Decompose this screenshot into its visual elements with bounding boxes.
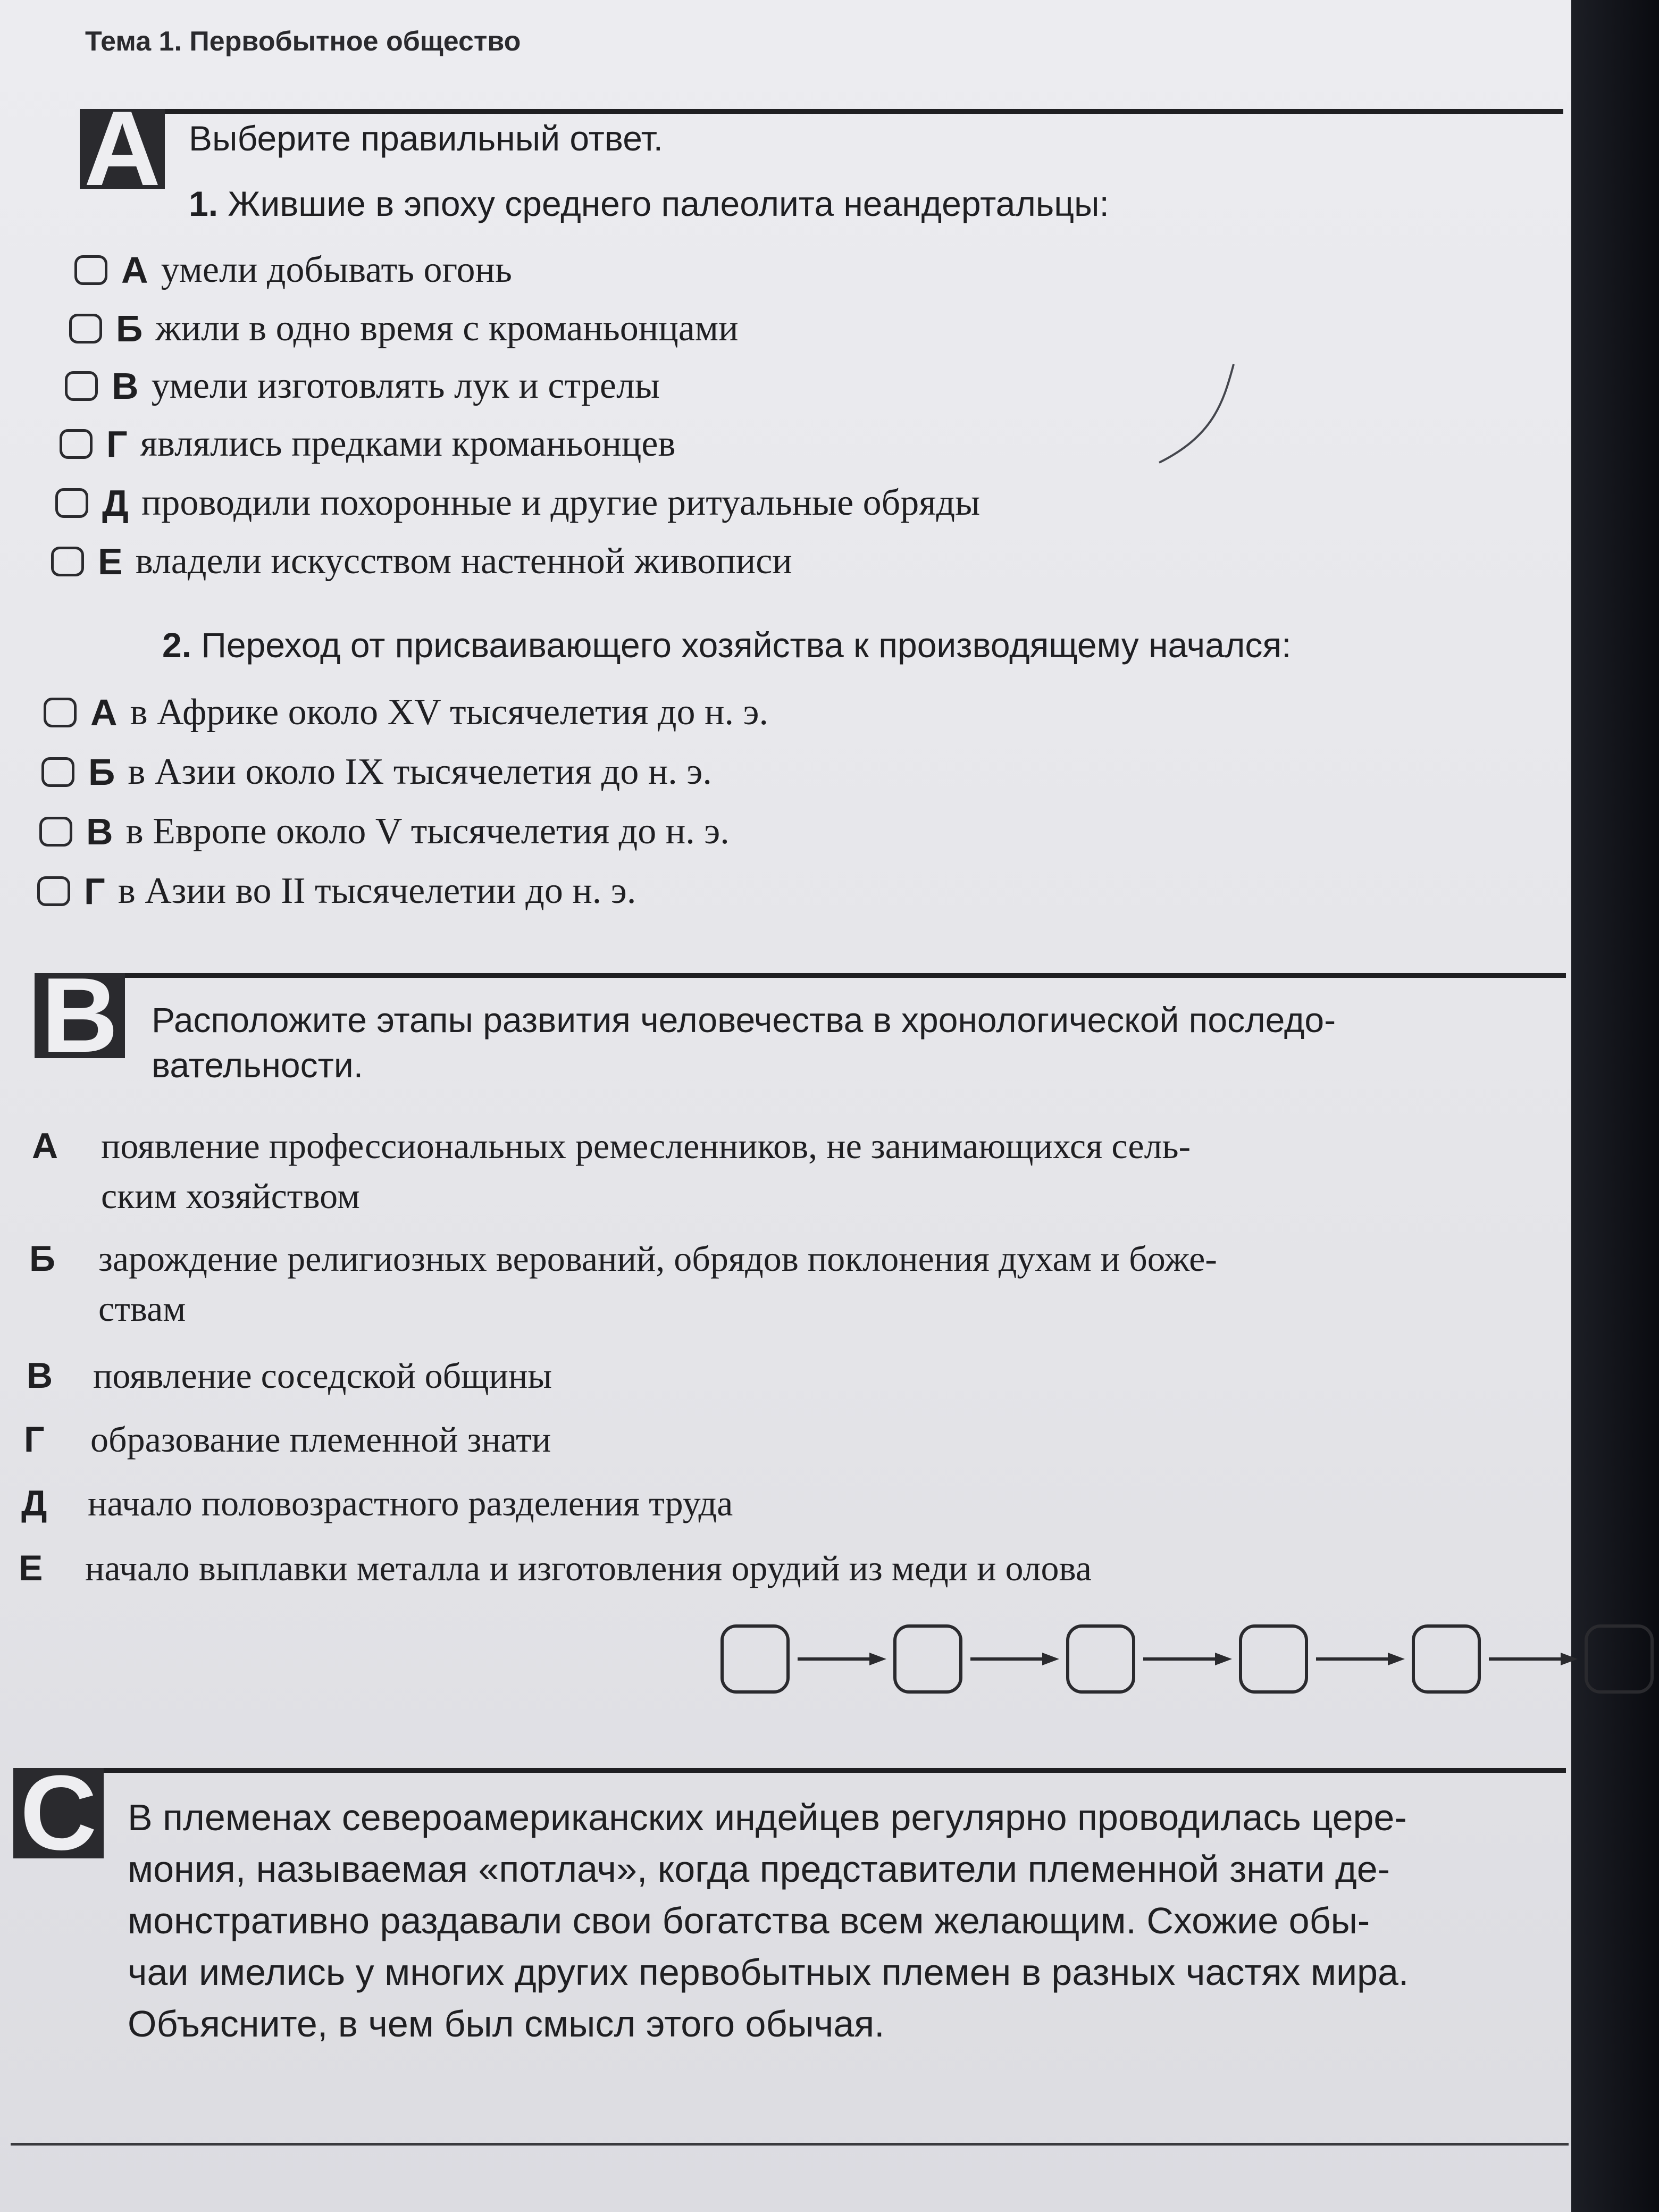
option-text: в Африке около XV тысячелетия до н. э. bbox=[130, 692, 768, 733]
option-text: являлись предками кроманьонцев bbox=[140, 423, 676, 464]
answer-sequence bbox=[720, 1624, 1654, 1694]
sequence-slot-1[interactable] bbox=[720, 1624, 790, 1694]
stage-letter: В bbox=[27, 1355, 53, 1396]
question-number: 1. bbox=[189, 184, 219, 223]
stage-letter: Г bbox=[24, 1419, 45, 1460]
q1-option-a[interactable] bbox=[74, 249, 512, 291]
stage-c bbox=[27, 1351, 1558, 1401]
option-letter: А bbox=[90, 692, 118, 733]
arrow-right-icon bbox=[1481, 1648, 1585, 1670]
arrow-right-icon bbox=[790, 1648, 893, 1670]
option-letter: Е bbox=[98, 541, 123, 582]
stage-text-line-2: ским хозяйством bbox=[101, 1176, 360, 1216]
stage-letter: Б bbox=[29, 1238, 55, 1279]
section-c-letter: C bbox=[13, 1768, 104, 1858]
q1-option-e[interactable] bbox=[55, 482, 980, 524]
stage-text-line-1: появление профессиональных ремесленников, не занимающихся сель- bbox=[101, 1126, 1191, 1166]
topic-heading: Тема 1. Первобытное общество bbox=[85, 26, 521, 57]
question-number: 2. bbox=[162, 625, 192, 665]
stage-e bbox=[21, 1478, 1553, 1528]
background-surface bbox=[1571, 0, 1659, 2212]
answer-checkbox[interactable] bbox=[37, 876, 70, 906]
answer-checkbox[interactable] bbox=[74, 255, 107, 285]
answer-checkbox[interactable] bbox=[44, 698, 77, 727]
stage-text-line-1: начало выплавки металла и изготовления орудий из меди и олова bbox=[85, 1548, 1092, 1588]
option-text: владели искусством настенной живописи bbox=[135, 541, 792, 582]
section-a-rule bbox=[80, 109, 1563, 114]
answer-checkbox[interactable] bbox=[39, 817, 72, 847]
question-1-title bbox=[189, 183, 1109, 224]
section-b-instruction-line-1: Расположите этапы развития человечества в хронологической последо- bbox=[152, 1000, 1336, 1040]
stage-d bbox=[24, 1414, 1555, 1464]
section-c-line: В племенах североамериканских индейцев регулярно проводилась цере- bbox=[128, 1797, 1407, 1838]
question-text: Жившие в эпоху среднего палеолита неандертальцы: bbox=[228, 184, 1109, 223]
option-text: умели изготовлять лук и стрелы bbox=[151, 365, 660, 406]
q1-option-f[interactable] bbox=[51, 540, 792, 583]
stage-a bbox=[32, 1121, 1563, 1221]
answer-checkbox[interactable] bbox=[60, 429, 93, 459]
section-b-instruction-line-2: вательности. bbox=[152, 1045, 364, 1085]
section-c-line: монстративно раздавали свои богатства всем желающим. Схожие обы- bbox=[128, 1900, 1370, 1941]
section-b-letter: B bbox=[35, 973, 125, 1058]
section-b-rule bbox=[35, 973, 1566, 978]
option-letter: Г bbox=[84, 870, 105, 912]
stage-text-line-1: начало половозрастного разделения труда bbox=[88, 1483, 733, 1523]
q1-option-c[interactable] bbox=[65, 365, 660, 407]
stage-text-line-1: образование племенной знати bbox=[90, 1419, 551, 1460]
pen-mark bbox=[1154, 362, 1239, 468]
answer-checkbox[interactable] bbox=[55, 488, 88, 518]
answer-checkbox[interactable] bbox=[69, 314, 102, 343]
answer-checkbox[interactable] bbox=[51, 547, 84, 576]
section-a-letter: A bbox=[80, 109, 165, 189]
option-text: проводили похоронные и другие ритуальные обряды bbox=[141, 482, 981, 523]
option-letter: А bbox=[121, 249, 148, 291]
option-text: в Азии около IX тысячелетия до н. э. bbox=[128, 751, 712, 792]
answer-line bbox=[11, 2143, 1569, 2146]
option-letter: Г bbox=[106, 423, 128, 465]
section-a-instruction: Выберите правильный ответ. bbox=[189, 119, 663, 158]
sequence-slot-2[interactable] bbox=[893, 1624, 962, 1694]
stage-b bbox=[29, 1234, 1561, 1334]
section-c-line: чаи имелись у многих других первобытных племен в разных частях мира. bbox=[128, 1951, 1409, 1993]
option-letter: В bbox=[112, 365, 139, 407]
sequence-slot-5[interactable] bbox=[1412, 1624, 1481, 1694]
option-letter: Б bbox=[116, 308, 143, 349]
option-text: в Европе около V тысячелетия до н. э. bbox=[125, 811, 730, 852]
option-text: в Азии во II тысячелетии до н. э. bbox=[118, 870, 636, 911]
stage-f bbox=[19, 1543, 1561, 1593]
option-letter: Б bbox=[88, 751, 115, 793]
section-c-text bbox=[128, 1792, 1563, 2050]
section-c-line: мония, называемая «потлач», когда представители племенной знати де- bbox=[128, 1848, 1390, 1890]
section-c-line: Объясните, в чем был смысл этого обычая. bbox=[128, 2003, 885, 2045]
answer-checkbox[interactable] bbox=[41, 757, 74, 787]
q2-option-b[interactable] bbox=[41, 751, 712, 793]
answer-checkbox[interactable] bbox=[65, 371, 98, 401]
stage-letter: А bbox=[32, 1126, 58, 1166]
q1-option-d[interactable] bbox=[60, 423, 676, 465]
question-2-title bbox=[162, 625, 1291, 665]
stage-text-line-1: появление соседской общины bbox=[93, 1355, 552, 1396]
option-text: жили в одно время с кроманьонцами bbox=[155, 308, 739, 349]
question-text: Переход от присваивающего хозяйства к производящему начался: bbox=[201, 625, 1292, 665]
option-letter: Д bbox=[102, 482, 129, 524]
q2-option-d[interactable] bbox=[37, 870, 636, 912]
stage-letter: Д bbox=[21, 1483, 47, 1523]
option-letter: В bbox=[86, 811, 113, 852]
option-text: умели добывать огонь bbox=[161, 249, 512, 290]
q1-option-b[interactable] bbox=[69, 307, 739, 350]
sequence-slot-6[interactable] bbox=[1585, 1624, 1654, 1694]
sequence-slot-3[interactable] bbox=[1066, 1624, 1135, 1694]
section-c-rule bbox=[13, 1768, 1566, 1773]
arrow-right-icon bbox=[1135, 1648, 1239, 1670]
stage-text-line-1: зарождение религиозных верований, обрядов поклонения духам и боже- bbox=[98, 1238, 1217, 1279]
arrow-right-icon bbox=[1308, 1648, 1412, 1670]
stage-letter: Е bbox=[19, 1548, 43, 1588]
sequence-slot-4[interactable] bbox=[1239, 1624, 1308, 1694]
arrow-right-icon bbox=[962, 1648, 1066, 1670]
stage-text-line-2: ствам bbox=[98, 1288, 186, 1329]
q2-option-a[interactable] bbox=[44, 691, 768, 734]
q2-option-c[interactable] bbox=[39, 810, 730, 853]
